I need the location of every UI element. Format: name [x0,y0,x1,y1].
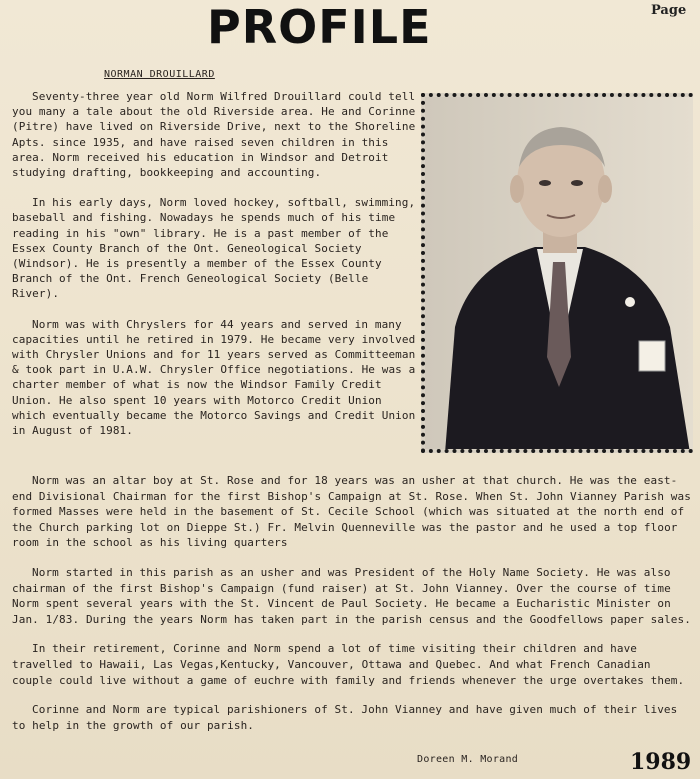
page-number-label: Page [651,3,687,18]
paragraph-4: Norm was an altar boy at St. Rose and for 18 years was an usher at that church. He was the east-end Divisional Chairman for the first Bishop's Campaign at St. Rose. When St. John Vianney Parish was formed Masses were held in the basement of St. Cecile School (which was situated at the north end of the Church parking lot on Dieppe St.) Fr. Melvin Quenneville was the pastor and he used a top floor room in the school as his living quarters [12,474,691,550]
article-author: Doreen M. Morand [417,754,519,765]
paragraph-6: In their retirement, Corinne and Norm spend a lot of time visiting their children and have travelled to Hawaii, Las Vegas,Kentucky, Vancouver, Ottawa and Quebec. And what French Canadian couple could live without a game of euchre with family and friends whenever the urge overtakes them. [12,642,685,687]
article-byline: NORMAN DROUILLARD [104,69,215,80]
portrait-photo [421,93,693,453]
page-title: PROFILE [207,0,432,54]
paragraph-2: In his early days, Norm loved hockey, softball, swimming, baseball and fishing. Nowadays he spends much of his time reading in his "own" library. He is a past member of the Essex County Branch of the Ont. Geneological Society (Windsor). He is presently a member of the Essex County Branch of the Ont. French Geneological Society (Belle River). [12,196,416,301]
paragraph-1: Seventy-three year old Norm Wilfred Drouillard could tell you many a tale about the old Riverside area. He and Corinne (Pitre) have lived on Riverside Drive, next to the Shoreline Apts. since 1935, and have raised seven children in this area. Norm received his education in Windsor and Detroit studying drafting, bookkeeping and accounting. [12,90,416,180]
publication-year: 1989 [630,749,692,775]
paragraph-7: Corinne and Norm are typical parishioners of St. John Vianney and have given much of their lives to help in the growth of our parish. [12,703,678,732]
paragraph-3: Norm was with Chryslers for 44 years and served in many capacities until he retired in 1979. He became very involved with Chrysler Unions and for 11 years served as Committeeman & took part in U.A.W. Chrysler Office negotiations. He was a charter member of what is now the Windsor Family Credit Union. He also spent 10 years with Motorco Credit Union which eventually became the Motorco Savings and Credit Union in August of 1981. [12,317,416,438]
article-full-width [12,473,696,747]
paragraph-5: Norm started in this parish as an usher and was President of the Holy Name Society. He was also chairman of the first Bishop's Campaign (fund raiser) at St. John Vianney. Over the course of time Norm spent several years with the St. Vincent de Paul Society. He became a Eucharistic Minister on Jan. 1/83. During the years Norm has taken part in the parish census and the Goodfellows paper sales. [12,565,691,626]
portrait-illustration [425,97,693,453]
article-column [12,89,420,453]
